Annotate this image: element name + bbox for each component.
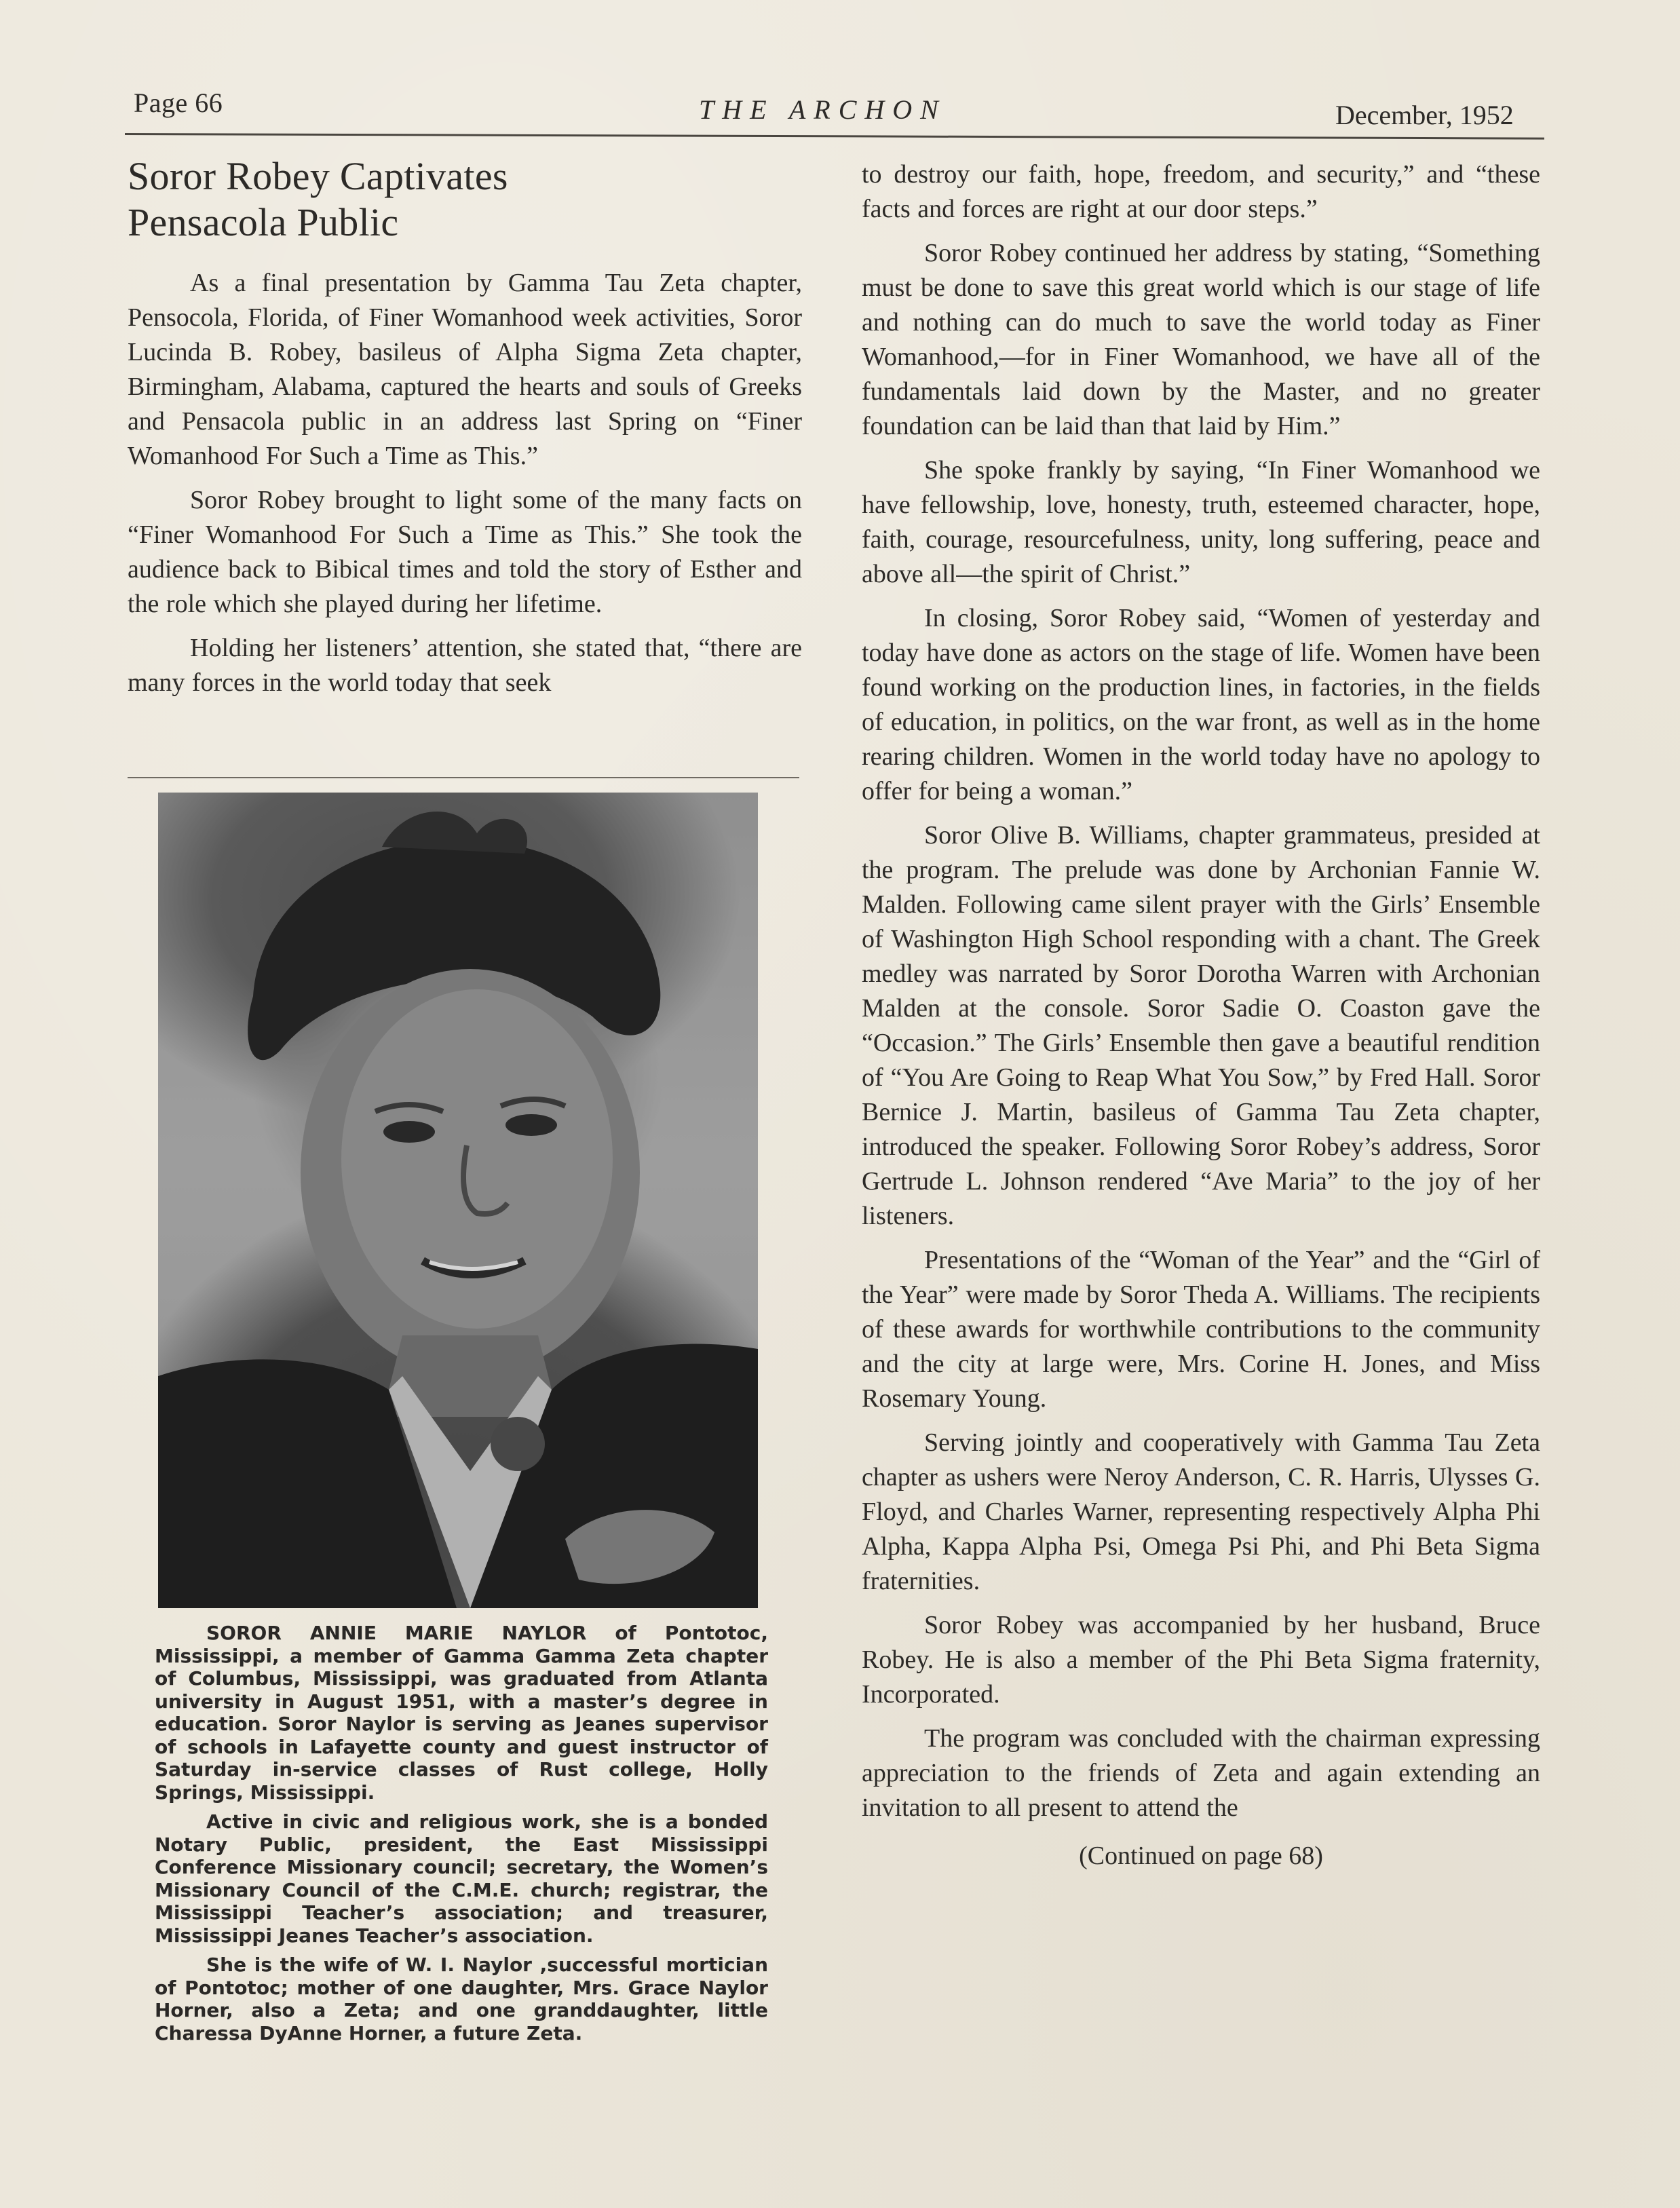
- article-paragraph: Soror Robey brought to light some of the many facts on “Finer Womanhood For Such a Time as This.” She took the audience back to Bibical times and told the story of Esther and the role which she played during her lifetime.: [128, 486, 802, 618]
- article-paragraph: Soror Olive B. Williams, chapter grammateus, presided at the program. The prelude was done by Archonian Fannie W. Malden. Following came silent prayer with the Girls’ Ensemble of Washington High School responding with a chant. The Greek medley was narrated by Soror Dorotha Warren with Archonian Malden at the console. Soror Sadie O. Coaston gave the “Occasion.” The Girls’ Ensemble then gave a beautiful rendition of “You Are Going to Reap What You Sow,” by Fred Hall. Soror Bernice J. Martin, basileus of Gamma Tau Zeta chapter, introduced the speaker. Following Soror Robey’s address, Soror Gertrude L. Johnson rendered “Ave Maria” to the joy of her listeners.: [862, 821, 1540, 1230]
- photo-caption: [155, 1622, 768, 2051]
- caption-paragraph: SOROR ANNIE MARIE NAYLOR of Pontotoc, Mississippi, a member of Gamma Gamma Zeta chapter of Columbus, Mississippi, was graduated from Atlanta university in August 1951, with a master’s degree in education. Soror Naylor is serving as Jeanes supervisor of schools in Lafayette county and guest instructor of Saturday in-service classes of Rust college, Holly Springs, Mississippi.: [155, 1622, 768, 1804]
- left-column: [128, 153, 802, 710]
- article-paragraph: In closing, Soror Robey said, “Women of yesterday and today have done as actors on the stage of life. Women have been found working on the production lines, in factories, in the fields of education, in politics, on the war front, as well as in the home rearing children. Women in the world today have no apology to offer for being a woman.”: [862, 604, 1540, 805]
- article-paragraph-continuation: to destroy our faith, hope, freedom, and security,” and “these facts and forces are right at our door steps.”: [862, 160, 1540, 223]
- article-title-line-1: Soror Robey Captivates: [128, 154, 508, 198]
- issue-date: December, 1952: [1335, 100, 1514, 130]
- article-paragraph: Presentations of the “Woman of the Year” and the “Girl of the Year” were made by Soror Theda A. Williams. The recipients of these awards for worthwhile contributions to the community and the city at large were, Mrs. Corine H. Jones, and Miss Rosemary Young.: [862, 1246, 1540, 1413]
- article-paragraph: As a final presentation by Gamma Tau Zeta chapter, Pensocola, Florida, of Finer Womanhood week activities, Soror Lucinda B. Robey, basileus of Alpha Sigma Zeta chapter, Birmingham, Alabama, captured the hearts and souls of Greeks and Pensacola public in an address last Spring on “Finer Womanhood For Such a Time as This.”: [128, 269, 802, 470]
- portrait-illustration: [158, 793, 758, 1608]
- article-title: [128, 153, 802, 246]
- article-paragraph: Soror Robey continued her address by stating, “Something must be done to save this great world which is our stage of life and nothing can do much to save the world today as Finer Womanhood,—for in Finer Womanhood, we have all of the fundamentals laid down by the Master, and no greater foundation can be laid than that laid by Him.”: [862, 239, 1540, 440]
- portrait-photo: [158, 793, 758, 1608]
- article-paragraph: Serving jointly and cooperatively with Gamma Tau Zeta chapter as ushers were Neroy Anderson, C. R. Harris, Ulysses G. Floyd, and Charles Warner, representing respectively Alpha Phi Alpha, Kappa Alpha Psi, Omega Psi Phi, and Phi Beta Sigma fraternities.: [862, 1428, 1540, 1595]
- section-divider: [128, 777, 799, 778]
- article-paragraph: Soror Robey was accompanied by her husband, Bruce Robey. He is also a member of the Phi Beta Sigma fraternity, Incorporated.: [862, 1611, 1540, 1709]
- caption-paragraph: Active in civic and religious work, she is a bonded Notary Public, president, the East Mississippi Conference Missionary council; secretary, the Women’s Missionary Council of the C.M.E. church; registrar, the Mississippi Teacher’s association; and treasurer, Mississippi Jeanes Teacher’s association.: [155, 1810, 768, 1947]
- continued-note: (Continued on page 68): [1079, 1842, 1323, 1870]
- right-column: [862, 157, 1540, 1873]
- header-rule: [125, 133, 1544, 140]
- caption-paragraph: She is the wife of W. I. Naylor ,successful mortician of Pontotoc; mother of one daughter, Mrs. Grace Naylor Horner, also a Zeta; and one granddaughter, little Charessa DyAnne Horner, a future Zeta.: [155, 1954, 768, 2044]
- publication-title: THE ARCHON: [699, 94, 947, 125]
- page-number: Page 66: [134, 88, 223, 118]
- article-paragraph: The program was concluded with the chairman expressing appreciation to the friends of Zeta and again extending an invitation to all present to attend the: [862, 1724, 1540, 1822]
- article-title-line-2: Pensacola Public: [128, 200, 399, 244]
- article-paragraph: Holding her listeners’ attention, she stated that, “there are many forces in the world today that seek: [128, 634, 802, 697]
- article-paragraph: She spoke frankly by saying, “In Finer Womanhood we have fellowship, love, honesty, truth, esteemed character, hope, faith, courage, resourcefulness, unity, long suffering, peace and above all—the spirit of Christ.”: [862, 456, 1540, 588]
